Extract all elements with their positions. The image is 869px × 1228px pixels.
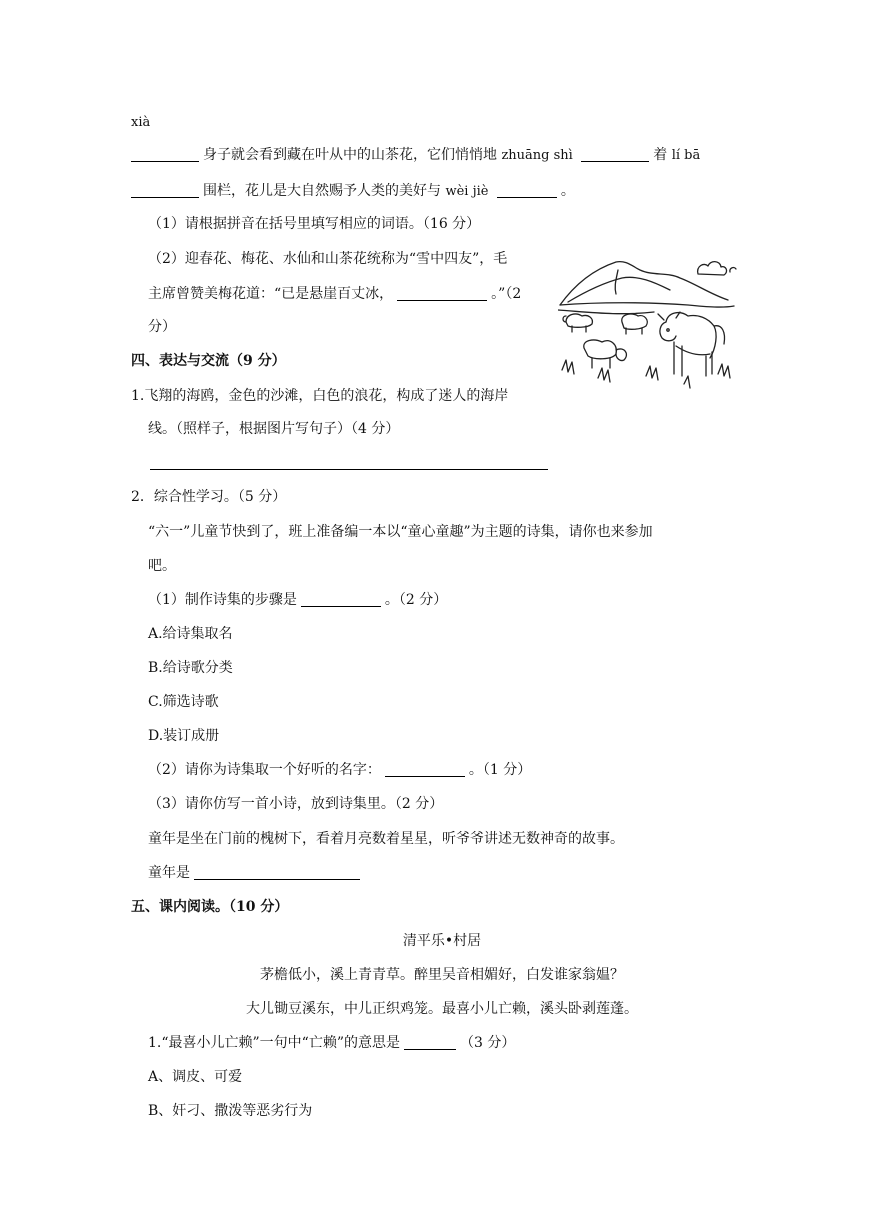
- answer-line[interactable]: [150, 469, 548, 470]
- sub-question-2: [148, 761, 531, 779]
- answer-blank[interactable]: [385, 762, 465, 777]
- cloud: [730, 268, 736, 272]
- pinyin-weijie: wèi jiè: [445, 184, 489, 199]
- poem-line-2: [0, 1000, 869, 1018]
- section-4-item-1-line-2: 线。（照样子，根据图片写句子）（4 分）: [148, 421, 400, 437]
- section-5-option-a: A、调皮、可爱: [148, 1069, 243, 1085]
- question-2-text: 主席曾赞美梅花道：“已是悬崖百丈冰，: [148, 286, 394, 302]
- pinyin-liba: lí bā: [671, 148, 701, 163]
- poem-line-1: [0, 966, 869, 984]
- section-4-item-1-line-1: 1.飞翔的海鸥，金色的沙滩，白色的浪花，构成了迷人的海岸: [131, 388, 509, 404]
- sub-question-1-text: （1）制作诗集的步骤是: [148, 592, 297, 608]
- poem-example: 童年是坐在门前的槐树下，看着月亮数着星星，听爷爷讲述无数神奇的故事。: [148, 831, 624, 847]
- answer-blank[interactable]: [497, 183, 557, 198]
- sheep: [584, 340, 617, 359]
- poem-prompt-text: 童年是: [148, 865, 190, 881]
- option-b: B.给诗歌分类: [148, 660, 233, 676]
- question-2-text-end: 。”（2: [491, 286, 522, 302]
- answer-blank[interactable]: [131, 183, 199, 198]
- section-4-item-2-desc-2: 吧。: [148, 558, 176, 574]
- option-a: A.给诗集取名: [148, 626, 233, 642]
- section-5-question-1-score: （3 分）: [460, 1035, 516, 1051]
- cloud: [698, 262, 727, 275]
- section-4-item-2-desc-1: “六一”儿童节快到了，班上准备编一本以“童心童趣”为主题的诗集，请你也来参加: [148, 524, 653, 540]
- section-4-title: 四、表达与交流（9 分）: [131, 353, 286, 369]
- intro-line-1: [131, 146, 700, 165]
- sheep: [566, 314, 592, 327]
- section-5-question-1: [148, 1034, 515, 1052]
- poem-line-2-text: 大儿锄豆溪东，中儿正织鸡笼。最喜小儿亡赖，溪头卧剥莲蓬。: [246, 1001, 638, 1017]
- intro-text-1-end: 着: [653, 147, 668, 163]
- poem-prompt: [148, 864, 364, 882]
- sub-question-1-score: 。（2 分）: [384, 592, 448, 608]
- question-2-line-3: 分）: [148, 319, 176, 335]
- question-2-line-2: [148, 285, 521, 303]
- mountain: [615, 270, 618, 294]
- answer-blank[interactable]: [131, 147, 199, 162]
- pinyin-xia: xià: [131, 115, 151, 130]
- answer-blank[interactable]: [397, 286, 487, 301]
- mountain: [560, 262, 728, 305]
- intro-text-2-end: 。: [560, 183, 575, 199]
- option-d: D.装订成册: [148, 728, 220, 744]
- sub-question-2-score: 。（1 分）: [468, 762, 532, 778]
- intro-text-1: 身子就会看到藏在叶从中的山茶花，它们悄悄地: [203, 147, 497, 163]
- landscape-illustration: [558, 250, 738, 398]
- sub-question-2-text: （2）请你为诗集取一个好听的名字：: [148, 762, 381, 778]
- question-2-line-1: （2）迎春花、梅花、水仙和山茶花统称为“雪中四友”，毛: [148, 251, 508, 267]
- poem-title-text: 清平乐•村居: [402, 933, 482, 949]
- section-5-question-1-text: 1.“最喜小儿亡赖”一句中“亡赖”的意思是: [148, 1035, 400, 1051]
- intro-line-2: [131, 182, 575, 201]
- section-4-item-2-title: 2．综合性学习。（5 分）: [131, 489, 287, 505]
- option-c: C.筛选诗歌: [148, 694, 219, 710]
- intro-text-2: 围栏，花儿是大自然赐予人类的美好与: [203, 183, 441, 199]
- answer-blank[interactable]: [301, 592, 381, 607]
- mountain: [568, 277, 670, 302]
- poem-line-1-text: 茅檐低小，溪上青青草。醉里吴音相媚好，白发谁家翁媪？: [260, 967, 624, 983]
- question-1: （1）请根据拼音在括号里填写相应的词语。（16 分）: [148, 216, 481, 232]
- answer-blank[interactable]: [404, 1035, 456, 1050]
- horizon-line: [560, 303, 734, 307]
- section-5-option-b: B、奸刁、撒泼等恶劣行为: [148, 1103, 313, 1119]
- section-5-title: 五、课内阅读。（10 分）: [131, 899, 289, 915]
- answer-blank[interactable]: [581, 147, 649, 162]
- sub-question-3: （3）请你仿写一首小诗，放到诗集里。（2 分）: [148, 796, 444, 812]
- sub-question-1: [148, 591, 447, 609]
- answer-blank[interactable]: [194, 865, 360, 880]
- pinyin-zhuangshi: zhuāng shì: [501, 148, 573, 163]
- poem-title: [0, 932, 869, 950]
- sheep: [622, 314, 648, 329]
